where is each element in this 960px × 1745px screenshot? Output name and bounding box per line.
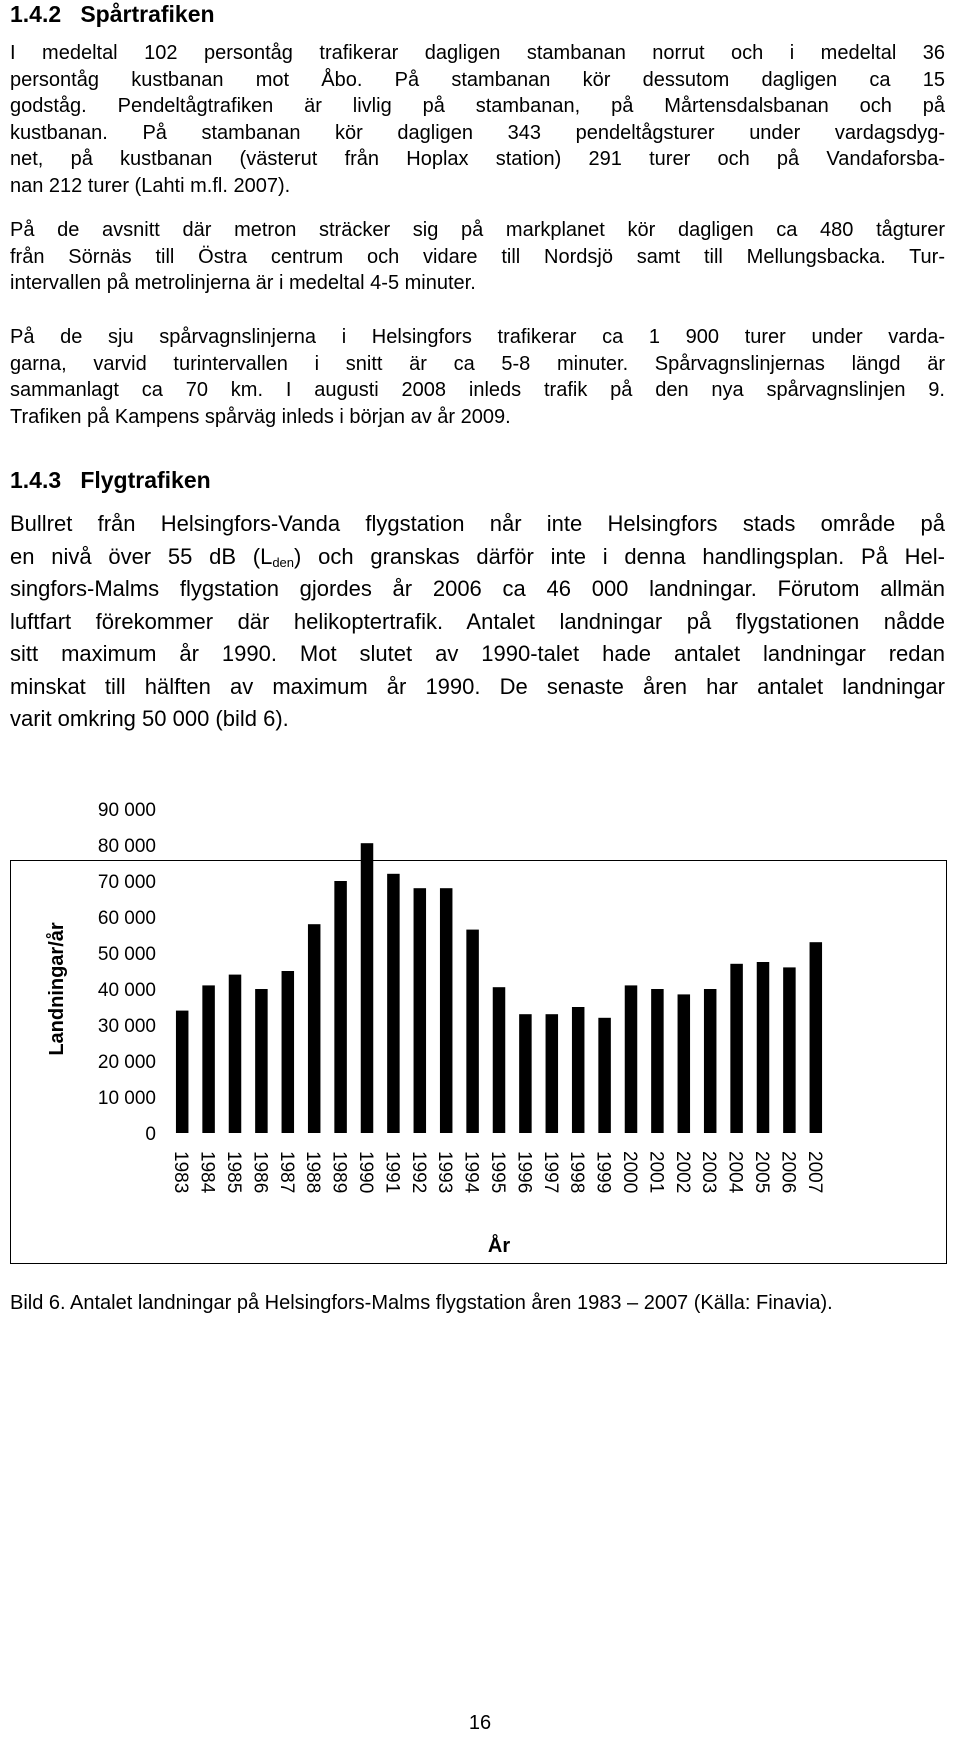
x-tick-label: 1992: [407, 1151, 429, 1194]
section-title: Spårtrafiken: [80, 1, 215, 27]
section-heading-spartrafiken: [10, 0, 215, 28]
paragraph-flyg: [10, 508, 945, 736]
x-tick-label: 2001: [645, 1151, 667, 1194]
x-tick-label: 1999: [592, 1151, 614, 1194]
x-tick-label: 1993: [434, 1151, 456, 1194]
bar: [387, 874, 400, 1133]
bar: [704, 989, 717, 1133]
x-tick-label: 2007: [803, 1151, 825, 1194]
bar: [625, 985, 638, 1133]
x-tick-label: 1994: [460, 1151, 482, 1194]
x-tick-label: 1990: [355, 1151, 376, 1194]
x-tick-label: 2000: [619, 1151, 640, 1194]
y-tick-label: 10 000: [97, 1088, 156, 1109]
section-number: 1.4.3: [10, 467, 62, 493]
text-line: godståg. Pendeltågtrafiken är livlig på stambanan, på Mårtensdalsbanan och på: [10, 95, 945, 117]
bar: [414, 888, 427, 1133]
x-tick-label: 1983: [170, 1151, 192, 1194]
figure-caption: Bild 6. Antalet landningar på Helsingfors-Malms flygstation åren 1983 – 2007 (Källa: Finavia).: [10, 1292, 833, 1314]
text-line: varit omkring 50 000 (bild 6).: [10, 706, 289, 731]
text-line: sammanlagt ca 70 km. I augusti 2008 inleds trafik på den nya spårvagnslinjen 9.: [10, 379, 945, 401]
x-tick-label: 1984: [196, 1151, 218, 1194]
section-title: Flygtrafiken: [80, 467, 211, 493]
bar: [361, 843, 374, 1133]
bar: [229, 975, 242, 1133]
bar: [572, 1007, 585, 1133]
subscript-den: den: [272, 554, 295, 570]
text-line: intervallen på metrolinjerna är i medeltal 4-5 minuter.: [10, 272, 476, 294]
y-axis-label: Landningar/år: [46, 922, 68, 1056]
x-tick-label: 2002: [671, 1151, 693, 1194]
bar: [308, 924, 321, 1133]
text-line: persontåg kustbanan mot Åbo. På stambanan kör dessutom dagligen ca 15: [10, 68, 945, 91]
text-line: singfors-Malms flygstation gjordes år 2006 ca 46 000 landningar. Förutom allmän: [10, 576, 945, 601]
x-tick-label: 1987: [275, 1151, 297, 1194]
x-tick-label: 1997: [539, 1151, 561, 1194]
x-tick-label: 2004: [724, 1151, 746, 1194]
y-tick-label: 20 000: [97, 1052, 156, 1073]
paragraph-sparvagn: [10, 324, 945, 430]
bar: [783, 967, 796, 1133]
x-tick-label: 1995: [487, 1151, 508, 1194]
text-line: nan 212 turer (Lahti m.fl. 2007).: [10, 174, 291, 197]
y-tick-label: 80 000: [97, 836, 156, 857]
x-tick-label: 2006: [777, 1151, 799, 1194]
bar: [730, 964, 743, 1133]
bar: [282, 971, 295, 1133]
x-tick-label: 1991: [381, 1151, 403, 1194]
y-tick-label: 30 000: [97, 1016, 156, 1037]
page-number: 16: [468, 1712, 492, 1734]
y-tick-label: 60 000: [97, 908, 156, 929]
bar: [598, 1018, 611, 1133]
x-tick-label: 2005: [751, 1151, 772, 1194]
x-tick-label: 1996: [513, 1151, 535, 1194]
text-line: luftfart förekommer där helikoptertrafik. Antalet landningar på flygstationen nådde: [10, 608, 945, 634]
text-line: sitt maximum år 1990. Mot slutet av 1990-talet hade antalet landningar redan: [10, 641, 945, 666]
bar: [255, 989, 268, 1133]
x-tick-label: 1988: [302, 1151, 324, 1194]
text-line: minskat till hälften av maximum år 1990. De senaste åren har antalet landningar: [10, 673, 945, 699]
bar: [519, 1014, 532, 1133]
bar: [176, 1011, 189, 1133]
chart-frame: [10, 800, 947, 1264]
paragraph-metro: [10, 217, 945, 297]
bar: [202, 985, 215, 1133]
y-tick-label: 50 000: [97, 944, 156, 965]
bar: [757, 962, 770, 1133]
bar: [678, 994, 691, 1133]
bar: [440, 888, 453, 1133]
bar: [334, 881, 347, 1133]
text-line: net, på kustbanan (västerut från Hoplax station) 291 turer och på Vandaforsba-: [10, 148, 945, 170]
text-line: Bullret från Helsingfors-Vanda flygstation når inte Helsingfors stads område på: [10, 511, 945, 536]
text-line: På de sju spårvagnslinjerna i Helsingfors trafikerar ca 1 900 turer under varda-: [10, 326, 945, 348]
x-tick-label: 1985: [223, 1151, 244, 1194]
paragraph-pendeltag: [10, 40, 945, 199]
text-line: från Sörnäs till Östra centrum och vidare till Nordsjö samt till Mellungsbacka. Tur-: [10, 245, 945, 268]
bar-chart: [11, 800, 948, 1265]
y-tick-label: 0: [145, 1124, 156, 1145]
bar: [546, 1014, 559, 1133]
bar: [810, 942, 823, 1133]
section-heading-flygtrafiken: [10, 466, 211, 494]
text-line-with-subscript: en nivå över 55 dB $(L_{den})$ och granskas därför inte i denna handlingsplan. På Hel-: [10, 543, 945, 570]
bar: [651, 989, 664, 1133]
bar: [466, 930, 479, 1133]
y-tick-label: 70 000: [97, 872, 156, 893]
bar: [493, 987, 506, 1133]
text-line: garna, varvid turintervallen i snitt är ca 5-8 minuter. Spårvagnslinjernas längd är: [10, 352, 945, 375]
x-tick-label: 1998: [566, 1151, 588, 1194]
text-line: I medeltal 102 persontåg trafikerar dagligen stambanan norrut och i medeltal 36: [10, 42, 945, 64]
x-axis-label: År: [487, 1235, 511, 1257]
x-tick-label: 1989: [328, 1151, 350, 1194]
y-tick-label: 90 000: [97, 800, 156, 821]
x-tick-label: 1986: [249, 1151, 271, 1194]
y-tick-label: 40 000: [97, 980, 156, 1001]
section-number: 1.4.2: [10, 1, 62, 27]
text-line: kustbanan. På stambanan kör dagligen 343 pendeltågsturer under vardagsdyg-: [10, 121, 945, 144]
x-tick-label: 2003: [698, 1151, 720, 1194]
text-line: Trafiken på Kampens spårväg inleds i början av år 2009.: [10, 405, 511, 428]
text-line: På de avsnitt där metron sträcker sig på markplanet kör dagligen ca 480 tågturer: [10, 219, 945, 241]
